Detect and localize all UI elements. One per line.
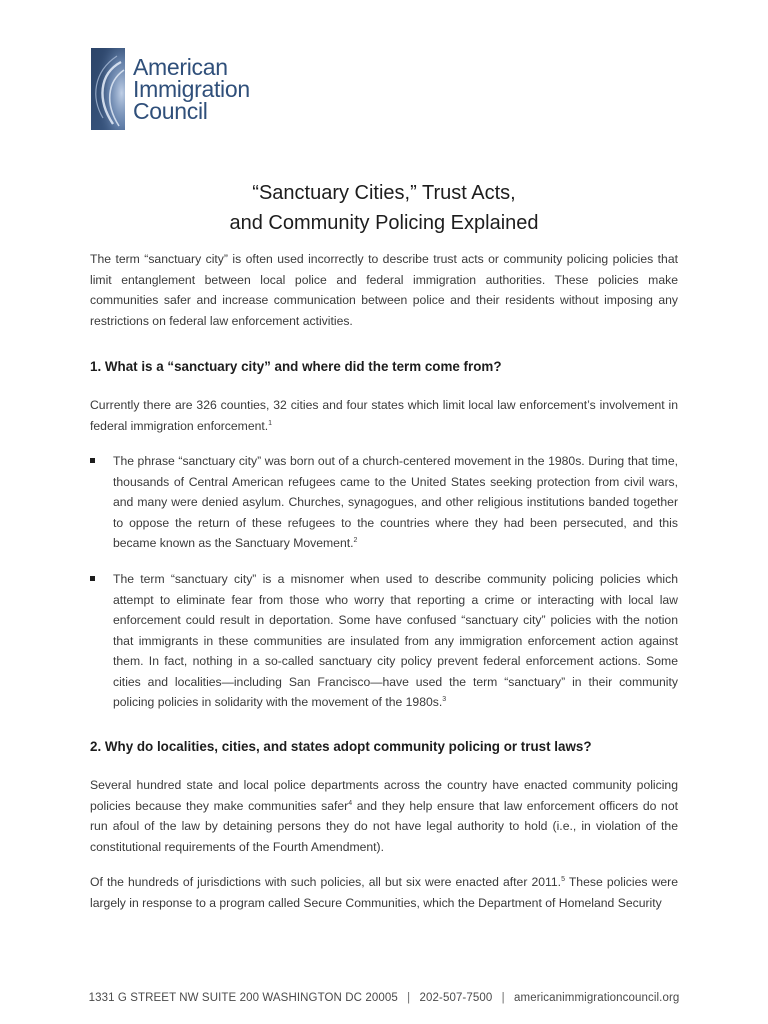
logo-line-1: American <box>133 54 228 80</box>
bullet-square-icon <box>90 458 95 463</box>
footnote-ref: 2 <box>353 536 358 544</box>
section-2-paragraph-1 <box>90 775 678 857</box>
footnote-ref: 4 <box>348 799 353 807</box>
organization-logo <box>91 48 250 130</box>
bullet-text <box>113 569 678 713</box>
logo-mark-icon <box>91 48 125 130</box>
section-2-paragraph-2 <box>90 872 678 913</box>
logo-line-3: Council <box>133 98 208 124</box>
footer-address: 1331 G STREET NW SUITE 200 WASHINGTON DC 20005 <box>88 992 398 1004</box>
section-2-paragraph-2-text-b: These policies were largely in response to a program called Secure Communities, which the Department of Homeland Security <box>90 875 678 910</box>
section-2-paragraph-2-text-a: Of the hundreds of jurisdictions with such policies, all but six were enacted after 2011. <box>90 875 562 889</box>
section-2-heading: 2. Why do localities, cities, and states adopt community policing or trust laws? <box>90 739 592 754</box>
section-2-paragraph-1-text-a: Several hundred state and local police departments across the country have enacted community policing policies because they make communities safer <box>90 778 678 813</box>
page-footer <box>0 992 768 1004</box>
footer-website-link[interactable]: americanimmigrationcouncil.org <box>514 992 680 1004</box>
footnote-ref: 1 <box>268 419 273 427</box>
bullet-square-icon <box>90 576 95 581</box>
document-title <box>0 178 768 238</box>
section-1-heading: 1. What is a “sanctuary city” and where did the term come from? <box>90 359 502 374</box>
section-1-paragraph-text: Currently there are 326 counties, 32 cities and four states which limit local law enforcement’s involvement in federal immigration enforcement. <box>90 398 678 433</box>
footer-separator: | <box>407 992 411 1004</box>
bullet-item <box>90 451 678 554</box>
title-line-1: “Sanctuary Cities,” Trust Acts, <box>252 182 516 204</box>
footnote-ref: 5 <box>561 875 565 883</box>
logo-line-2: Immigration <box>133 76 250 102</box>
bullet-text-body: The phrase “sanctuary city” was born out of a church-centered movement in the 1980s. During that time, thousands of Central American refugees came to the United States seeking protection from civil wars, and many were denied asylum. Churches, synagogues, and other religious institutions banded together to oppose the return of these refugees to the countries where they had been persecuted, and this became known as the Sanctuary Movement. <box>113 454 678 550</box>
footer-phone: 202-507-7500 <box>419 992 493 1004</box>
footer-separator: | <box>501 992 505 1004</box>
title-line-2: and Community Policing Explained <box>229 212 539 234</box>
bullet-text-body: The term “sanctuary city” is a misnomer when used to describe community policing policies which attempt to eliminate fear from those who worry that reporting a crime or interacting with local law enforcement could result in deportation. Some have confused “sanctuary city” policies with the notion that immigrants in these communities are insulated from any immigration enforcement action against them. In fact, nothing in a so-called sanctuary city policy prevent federal enforcement actions. Some cities and localities—including San Francisco—have used the term “sanctuary” in their community policing policies in solidarity with the movement of the 1980s. <box>113 572 678 709</box>
logo-wordmark <box>133 56 250 122</box>
intro-paragraph: The term “sanctuary city” is often used incorrectly to describe trust acts or community policing policies that limit entanglement between local police and federal immigration authorities. These policies make communities safer and increase communication between police and their residents without imposing any restrictions on federal law enforcement activities. <box>90 252 678 328</box>
section-2-paragraph-1-text-b: and they help ensure that law enforcement officers do not run afoul of the law by detaining persons they do not have legal authority to hold (i.e., in violation of the constitutional requirements of the Fourth Amendment). <box>90 798 678 854</box>
footnote-ref: 3 <box>442 695 447 703</box>
bullet-text <box>113 451 678 554</box>
bullet-item <box>90 569 678 713</box>
section-1-paragraph <box>90 395 678 436</box>
